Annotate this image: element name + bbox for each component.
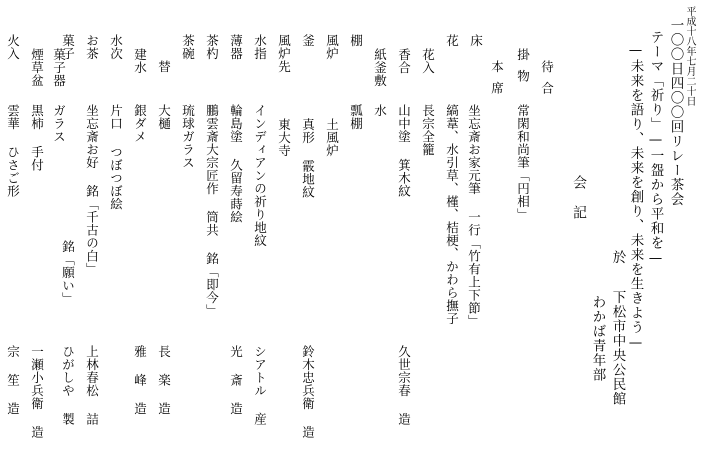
tobacco-tray-maker: 一瀬小兵衛 造 [29,345,45,439]
main-room-label: 本席 [489,60,505,103]
venue: 下松市中央公民館 [609,290,626,406]
kakemono-value: 常閑和尚筆「円相」 [515,104,531,221]
incense-case-maker: 久世宗春 造 [396,345,412,426]
flower-detail: 縞葦、水引草、槿、桔梗、かわら撫子 [444,104,460,325]
item-kettle-mat: 紙釜敷 [372,48,388,87]
sweets-maker: ひがしや 製 [60,345,76,426]
water-jar-detail: インディアンの祈り地紋 [252,104,268,247]
shelf-detail: 瓢棚 [348,104,364,130]
sweets-detail: 銘「願い」 [60,240,76,305]
waste-bowl-detail: 銀ダメ [132,104,148,143]
item-vase: 花入 [420,48,436,74]
item-brazier: 風炉 [324,34,340,60]
sweets-vessel-detail: ガラス [51,104,67,143]
item-fire-holder: 火入 [5,34,21,60]
waste-bowl-maker: 雅 峰 造 [132,345,148,415]
scroll-detail: 坐忘斎お家元筆 一行「竹有上下節」 [466,104,482,328]
tea-caddy-maker: 光 斎 造 [228,345,244,415]
venue-prefix: 於 [609,250,626,265]
fire-holder-detail: 雲華 ひさご形 [5,104,21,198]
waiting-room-label: 待合 [539,60,555,103]
item-tea: お茶 [84,34,100,60]
item-kettle: 釜 [300,34,316,47]
item-water-jar: 水指 [252,34,268,60]
spare-bowl-detail: 大樋 [156,104,172,130]
item-screen: 風炉先 [276,34,292,73]
tea-bowl-detail: 琉球ガラス [180,104,196,169]
kettle-detail: 真形 霰地紋 [300,118,316,199]
kettle-mat-detail: 水 [372,104,388,117]
heading: 会 記 [571,175,587,220]
screen-detail: 東大寺 [276,118,292,157]
vase-detail: 長宗全籠 [420,104,436,156]
theme-line-1: テーマ「祈り」—一盌から平和を— [647,30,664,267]
title: 一〇〇日四〇〇回リレー茶会 [667,18,684,207]
host: わかば青年部 [589,295,606,382]
incense-case-detail: 山中塗 箕木紋 [396,104,412,198]
water-jar-maker: シアトル 産 [252,345,268,426]
kettle-maker: 鈴木忠兵衛 造 [300,345,316,439]
kakemono-label: 掛物 [515,48,531,91]
tea-maker: 上林春松 詰 [84,345,100,426]
item-flower: 花 [444,34,460,47]
item-incense-case: 香合 [396,48,412,74]
tea-caddy-detail: 輪島塗 久留寿蒔絵 [228,104,244,224]
item-tobacco-tray: 煙草盆 [29,48,45,87]
item-floor: 床 [468,34,484,47]
tobacco-tray-detail: 黒柿 手付 [29,104,45,172]
fire-holder-maker: 宗 笙 造 [5,345,21,415]
item-spare-bowl: 替 [156,60,172,73]
spare-bowl-maker: 長 楽 造 [156,345,172,415]
item-shelf: 棚 [348,34,364,47]
date: 平成十八年七月二十日 [684,6,695,106]
item-waste-bowl: 建水 [132,48,148,74]
item-tea-caddy: 薄器 [228,34,244,60]
item-sweets: 菓子 [60,34,76,60]
item-sweets-vessel: 菓子器 [51,48,67,87]
brazier-detail: 土風炉 [324,118,340,157]
water-pitcher-detail: 片口 つぼつぼ絵 [108,104,124,211]
tea-detail: 坐忘斎お好 銘「千古の白」 [84,104,100,276]
item-tea-scoop: 茶杓 [204,34,220,60]
item-tea-bowl: 茶碗 [180,34,196,60]
tea-scoop-detail: 鵬雲斎大宗匠作 筒共 銘「即今」 [204,104,220,317]
theme-line-2: —未来を語り、未来を創り、未来を生きよう— [627,42,644,352]
item-water-pitcher: 水次 [108,34,124,60]
